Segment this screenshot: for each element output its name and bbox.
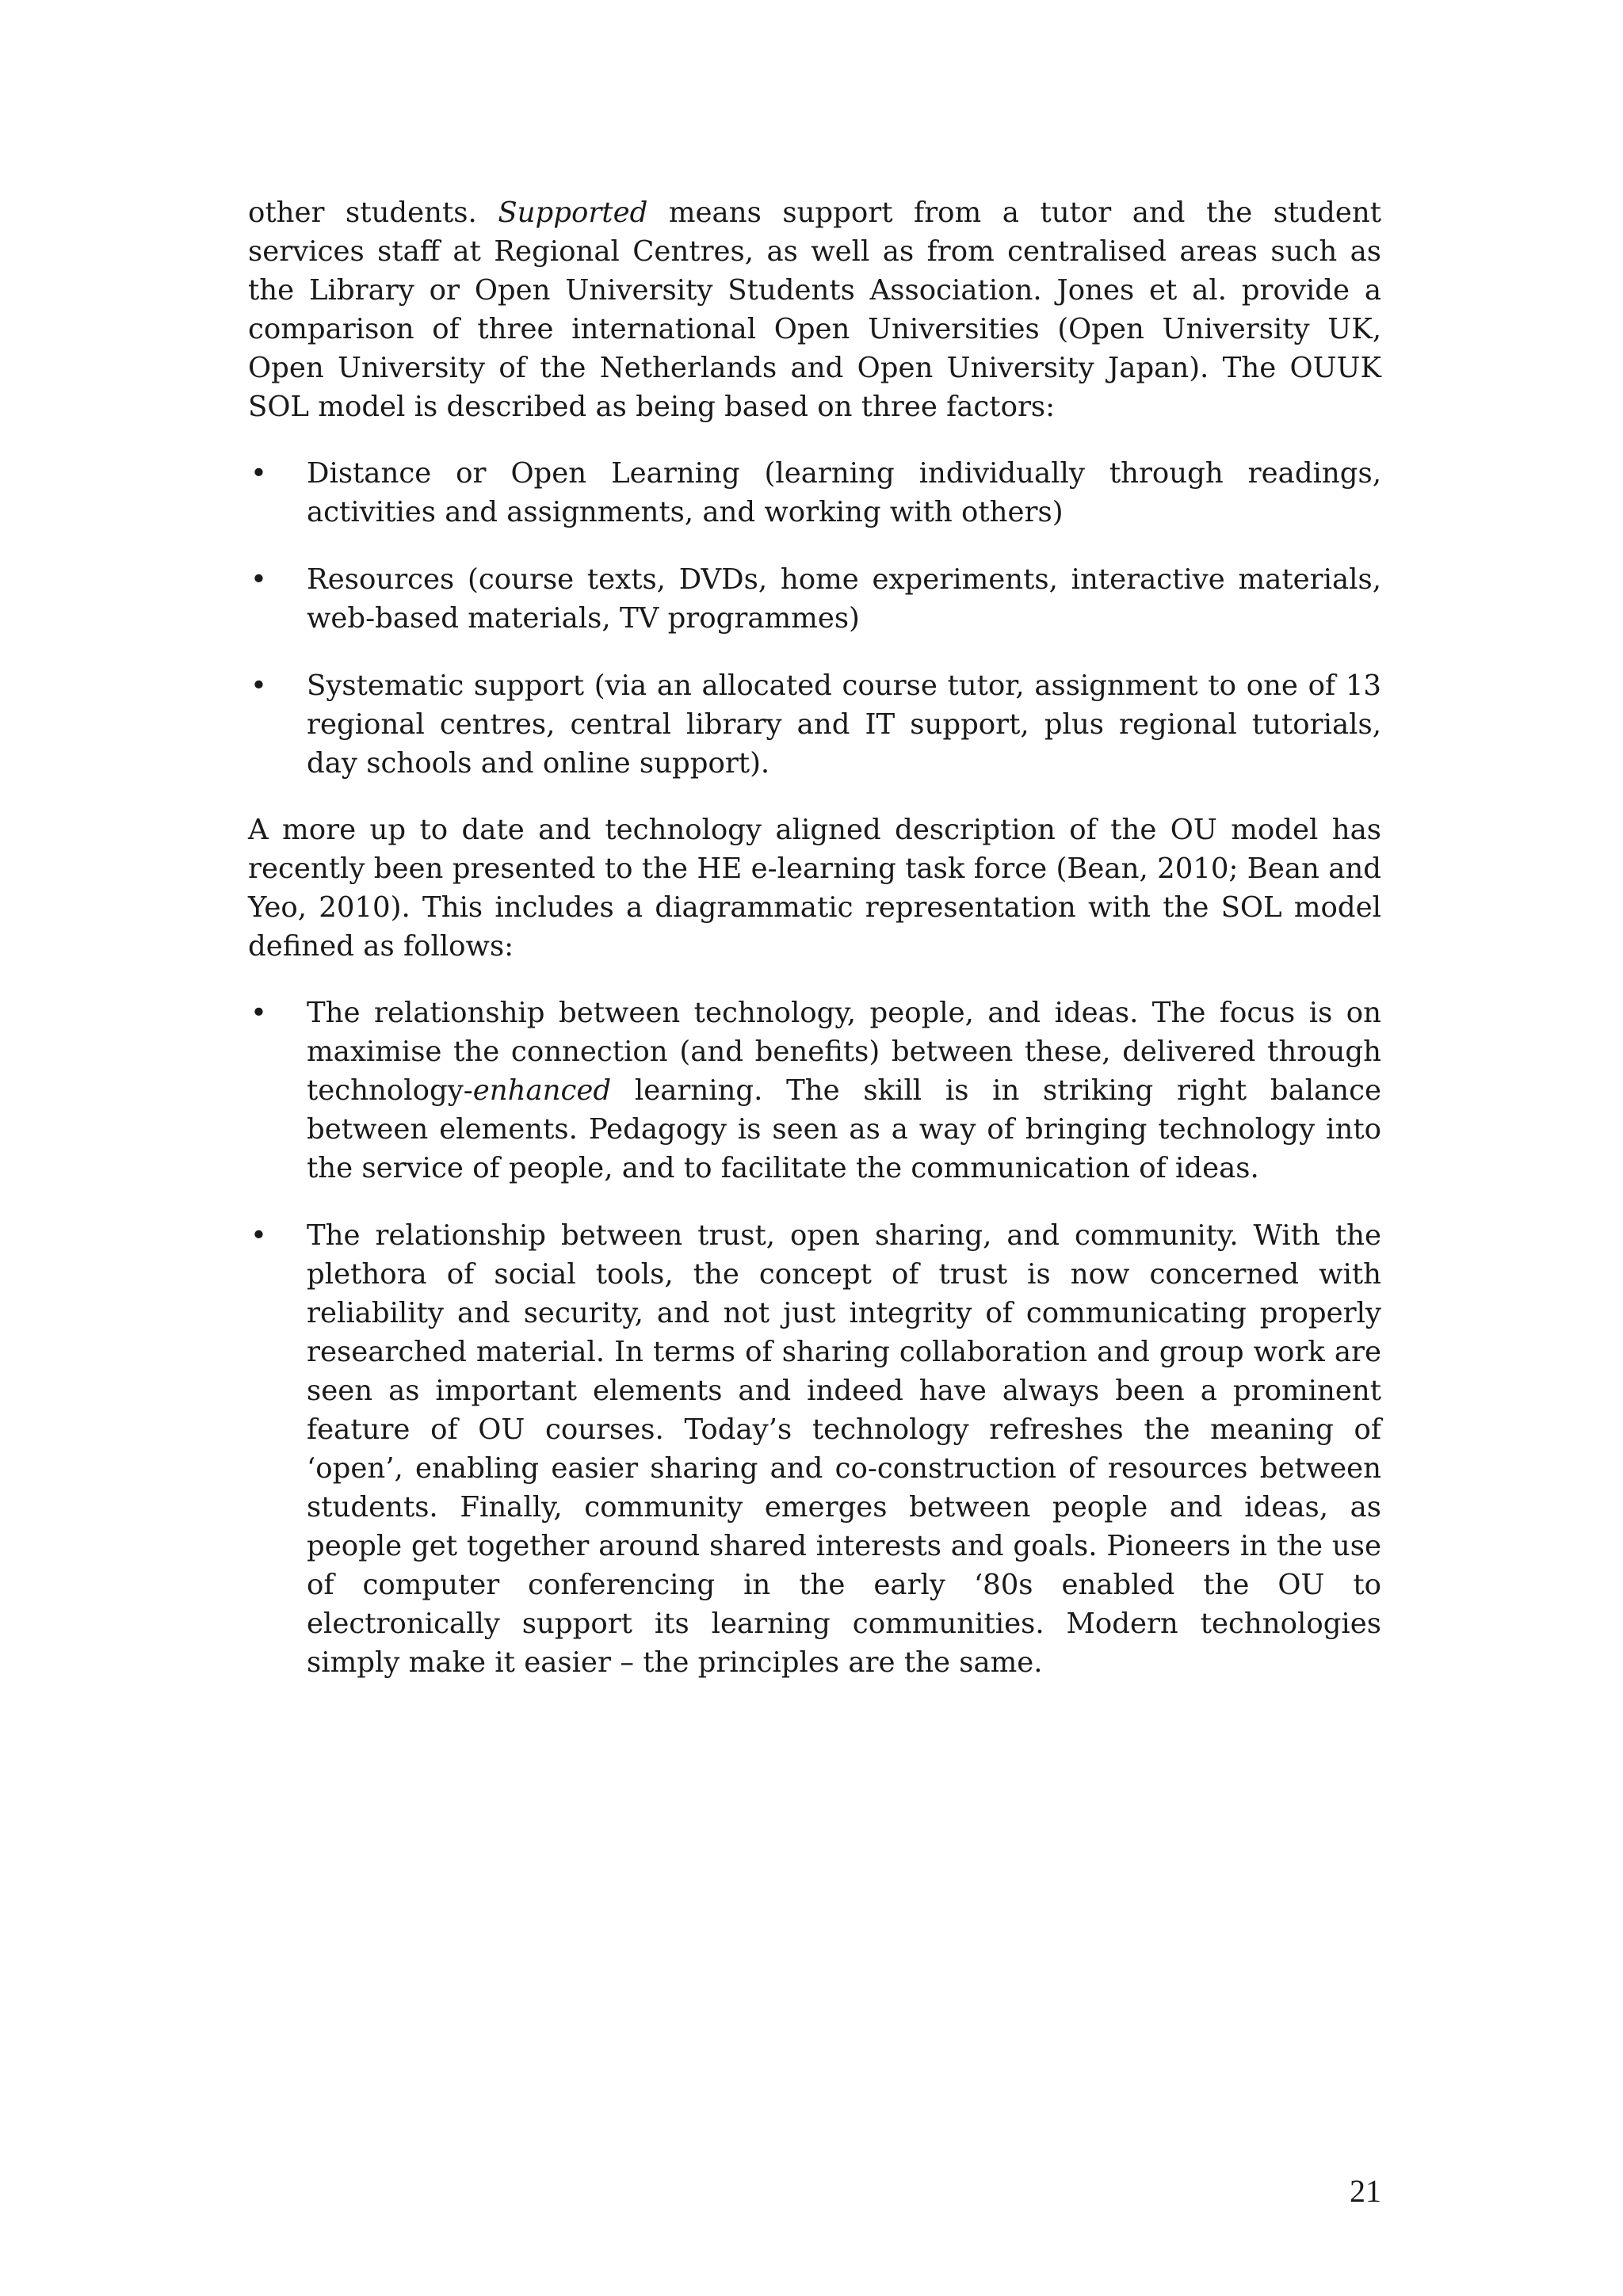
list-item — [248, 994, 1381, 1188]
sol-text-part2: learning. The skill is in striking right balance between elements. Pedagogy is seen as a way of bringing technology into the service of people, and to facilitate the communication of ideas. — [307, 1074, 1381, 1184]
bullet-icon: • — [250, 1219, 267, 1252]
intro-text-italic: Supported — [498, 196, 648, 229]
sol-model-list — [248, 994, 1381, 1682]
factor-text: Systematic support (via an allocated course tutor, assignment to one of 13 regional centres, central library and IT support, plus regional tutorials, day schools and online support). — [307, 669, 1381, 780]
sol-text-part1: The relationship between technology, people, and ideas. The focus is on maximise the connection (and benefits) between these, delivered through technology- — [307, 997, 1381, 1107]
list-item — [248, 1216, 1381, 1682]
sol-text: The relationship between trust, open sharing, and community. With the plethora of social tools, the concept of trust is now concerned with reliability and security, and not just integrity of communicating properly researched material. In terms of sharing collaboration and group work are seen as important elements and indeed have always been a prominent feature of OU courses. Today’s technology refreshes the meaning of ‘open’, enabling easier sharing and co-construction of resources between students. Finally, community emerges between people and ideas, as people get together around shared interests and goals. Pioneers in the use of computer conferencing in the early ‘80s enabled the OU to electronically support its learning communities. Modern technologies simply make it easier – the principles are the same. — [307, 1219, 1381, 1679]
bullet-icon: • — [250, 997, 267, 1029]
bullet-icon: • — [250, 563, 267, 596]
intro-text-part1: other students. — [248, 196, 498, 229]
sol-text-italic: enhanced — [472, 1074, 612, 1107]
list-item — [248, 560, 1381, 638]
list-item — [248, 454, 1381, 532]
list-item — [248, 666, 1381, 783]
intro-paragraph — [248, 193, 1381, 426]
page-body — [248, 193, 1381, 1710]
sol-text — [307, 997, 1381, 1184]
factor-text: Resources (course texts, DVDs, home experiments, interactive materials, web-based materials, TV programmes) — [307, 563, 1381, 635]
model-description-paragraph: A more up to date and technology aligned description of the OU model has recently been presented to the HE e-learning task force (Bean, 2010; Bean and Yeo, 2010). This includes a diagrammatic representation with the SOL model defined as follows: — [248, 814, 1381, 963]
page-number: 21 — [1350, 2173, 1381, 2209]
factors-list — [248, 454, 1381, 783]
factor-text: Distance or Open Learning (learning individually through readings, activities and assignments, and working with others) — [307, 457, 1381, 528]
bullet-icon: • — [250, 457, 267, 490]
intro-text-part2: means support from a tutor and the student services staff at Regional Centres, as well as from centralised areas such as the Library or Open University Students Association. Jones et al. provide a comparison of three international Open Universities (Open University UK, Open University of the Netherlands and Open University Japan). The OUUK SOL model is described as being based on three factors: — [248, 196, 1382, 423]
bullet-icon: • — [250, 669, 267, 702]
